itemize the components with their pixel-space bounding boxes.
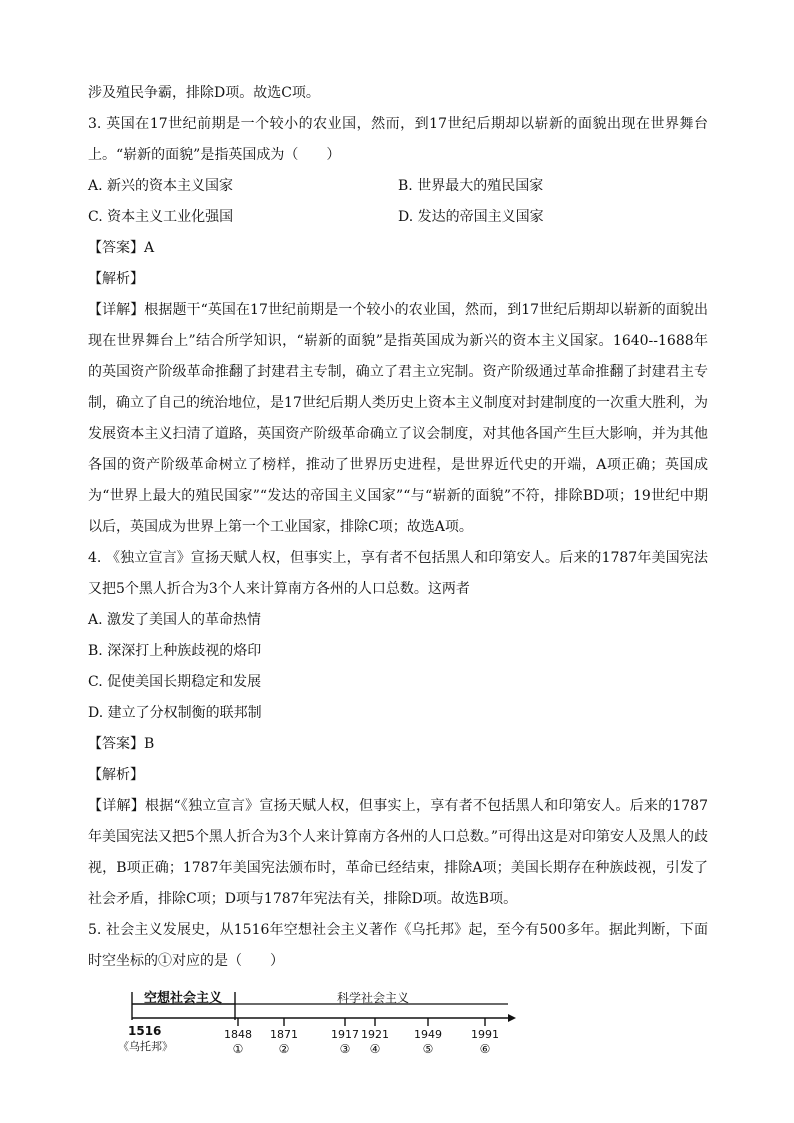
scientific-label: 科学社会主义 bbox=[337, 991, 410, 1005]
question-4-detail: 【详解】根据“《独立宣言》宣扬天赋人权，但事实上，享有者不包括黑人和印第安人。后来的1787年美国宪法又把5个黑人折合为3个人来计算南方各州的人口总数。”可得出这是对印第安人及黑人的歧视，B项正确；1787年美国宪法颁布时，革命已经结束，排除A项；美国长期存在种族歧视，引发了社会矛盾，排除C项；D项与1787年宪法有关，排除D项。故选B项。 bbox=[88, 798, 708, 907]
timeline-year: 1921 bbox=[361, 1028, 389, 1041]
question-3-stem: 3. 英国在17世纪前期是一个较小的农业国，然而，到17世纪后期却以崭新的面貌出现在世界舞台上。“崭新的面貌”是指英国成为（ ） bbox=[88, 116, 708, 163]
utopian-label: 空想社会主义 bbox=[144, 991, 223, 1006]
timeline-diagram bbox=[112, 988, 522, 1063]
question-3-answer: 【答案】A bbox=[88, 240, 155, 256]
option-c: C. 促使美国长期稳定和发展 bbox=[88, 674, 262, 690]
option-a: A. 新兴的资本主义国家 bbox=[88, 178, 234, 194]
text-line: 涉及殖民争霸，排除D项。故选C项。 bbox=[88, 85, 320, 101]
option-c: C. 资本主义工业化强国 bbox=[88, 209, 234, 225]
timeline-mark: ③ bbox=[339, 1042, 351, 1056]
question-3-options-row-2 bbox=[88, 202, 708, 233]
question-3-options-row-1 bbox=[88, 171, 708, 202]
option-d: D. 建立了分权制衡的联邦制 bbox=[88, 705, 262, 721]
axis-arrow-icon bbox=[508, 1014, 516, 1022]
question-3-analysis-label: 【解析】 bbox=[88, 271, 144, 287]
question-3-detail: 【详解】根据题干“英国在17世纪前期是一个较小的农业国，然而，到17世纪后期却以崭新的面貌出现在世界舞台上”结合所学知识，“崭新的面貌”是指英国成为新兴的资本主义国家。1640--1688年的英国资产阶级革命推翻了封建君主专制，确立了君主立宪制。资产阶级通过革命推翻了封建君主专制，确立了自己的统治地位，是17世纪后期人类历史上资本主义制度对封建制度的一次重大胜利，为发展资本主义扫清了道路，英国资产阶级革命确立了议会制度，对其他各国产生巨大影响，并为其他各国的资产阶级革命树立了榜样，推动了世界历史进程，是世界近代史的开端，A项正确；英国成为“世界上最大的殖民国家”“发达的帝国主义国家”“与“崭新的面貌”不符，排除BD项；19世纪中期以后，英国成为世界上第一个工业国家，排除C项；故选A项。 bbox=[88, 302, 708, 535]
option-b: B. 深深打上种族歧视的烙印 bbox=[88, 643, 262, 659]
timeline-mark: ① bbox=[232, 1042, 244, 1056]
option-b: B. 世界最大的殖民国家 bbox=[398, 178, 544, 194]
document-page bbox=[88, 78, 708, 977]
question-4-analysis-label: 【解析】 bbox=[88, 767, 144, 783]
question-4-stem: 4. 《独立宣言》宣扬天赋人权，但事实上，享有者不包括黑人和印第安人。后来的1787年美国宪法又把5个黑人折合为3个人来计算南方各州的人口总数。这两者 bbox=[88, 550, 708, 597]
timeline-year: 1949 bbox=[414, 1028, 442, 1041]
timeline-mark: ② bbox=[278, 1042, 290, 1056]
timeline-year: 1917 bbox=[331, 1028, 359, 1041]
timeline-mark: ④ bbox=[369, 1042, 381, 1056]
timeline-mark: ⑥ bbox=[479, 1042, 491, 1056]
question-4-answer: 【答案】B bbox=[88, 736, 155, 752]
start-year: 1516 bbox=[128, 1024, 162, 1038]
timeline-mark: ⑤ bbox=[422, 1042, 434, 1056]
question-5-stem: 5. 社会主义发展史，从1516年空想社会主义著作《乌托邦》起，至今有500多年。据此判断，下面时空坐标的①对应的是（ ） bbox=[88, 922, 708, 969]
start-book: 《乌托邦》 bbox=[118, 1040, 173, 1053]
option-a: A. 激发了美国人的革命热情 bbox=[88, 612, 262, 628]
timeline-year: 1871 bbox=[270, 1028, 298, 1041]
timeline-year: 1848 bbox=[224, 1028, 252, 1041]
option-d: D. 发达的帝国主义国家 bbox=[398, 209, 544, 225]
timeline-year: 1991 bbox=[471, 1028, 499, 1041]
